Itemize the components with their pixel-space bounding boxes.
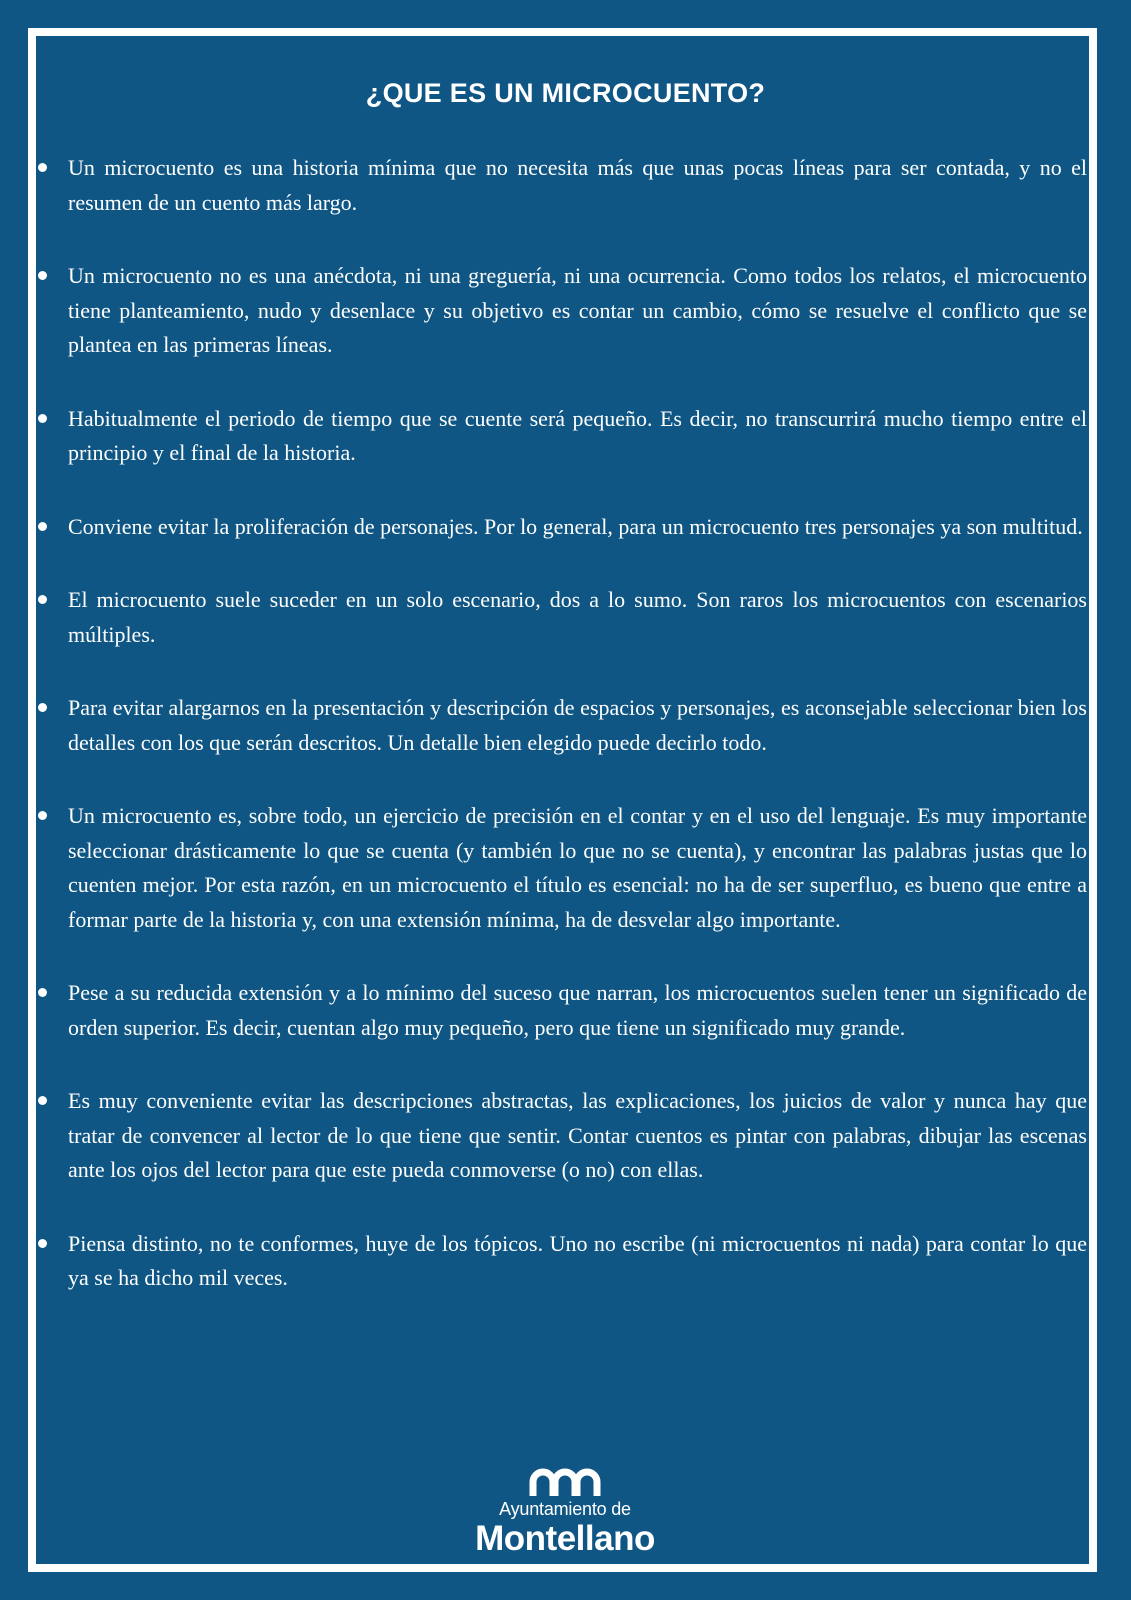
- bullet-icon: [38, 988, 47, 997]
- list-item: [68, 151, 1087, 220]
- bullet-icon: [38, 1239, 47, 1248]
- list-item: [68, 583, 1087, 652]
- list-item-text: Pese a su reducida extensión y a lo mínimo del suceso que narran, los microcuentos suelen tener un significado de orden superior. Es decir, cuentan algo muy pequeño, pero que tiene un significado muy grande.: [68, 980, 1087, 1040]
- arches-icon: [528, 1467, 602, 1497]
- list-item: [68, 259, 1087, 363]
- bullet-icon: [38, 522, 47, 531]
- list-item: [68, 1084, 1087, 1188]
- list-item-text: Un microcuento es una historia mínima que no necesita más que unas pocas líneas para ser contada, y no el resumen de un cuento más largo.: [68, 155, 1087, 215]
- list-item-text: Piensa distinto, no te conformes, huye de los tópicos. Uno no escribe (ni microcuentos ni nada) para contar lo que ya se ha dicho mil veces.: [68, 1230, 1087, 1290]
- bullet-icon: [38, 271, 47, 280]
- list-item-text: Conviene evitar la proliferación de personajes. Por lo general, para un microcuento tres personajes ya son multitud.: [68, 513, 1083, 539]
- bullet-icon: [38, 414, 47, 423]
- list-item-text: Para evitar alargarnos en la presentación y descripción de espacios y personajes, es aconsejable seleccionar bien los detalles con los que serán descritos. Un detalle bien elegido puede decirlo todo.: [68, 695, 1087, 755]
- bullet-icon: [38, 595, 47, 604]
- bullet-icon: [38, 1096, 47, 1105]
- list-item-text: Un microcuento no es una anécdota, ni una greguería, ni una ocurrencia. Como todos los relatos, el microcuento tiene planteamiento, nudo y desenlace y su objetivo es contar un cambio, cómo se resuelve el conflicto que se plantea en las primeras líneas.: [68, 263, 1087, 357]
- list-item: [68, 510, 1087, 545]
- bullet-icon: [38, 703, 47, 712]
- list-item: [68, 976, 1087, 1045]
- page-title: ¿QUE ES UN MICROCUENTO?: [365, 78, 766, 108]
- list-item-text: Es muy conveniente evitar las descripciones abstractas, las explicaciones, los juicios de valor y nunca hay que tratar de convencer al lector de lo que tiene que sentir. Contar cuentos es pintar con palabras, dibujar las escenas ante los ojos del lector para que este pueda conmoverse (o no) con ellas.: [68, 1088, 1087, 1182]
- list-item: [68, 691, 1087, 760]
- logo-subtitle: Ayuntamiento de: [499, 1499, 631, 1519]
- list-item: [68, 1227, 1087, 1296]
- list-item-text: El microcuento suele suceder en un solo escenario, dos a lo sumo. Son raros los microcuentos con escenarios múltiples.: [68, 587, 1087, 647]
- list-item: [68, 799, 1087, 937]
- logo-title: Montellano: [475, 1519, 655, 1558]
- bullet-icon: [38, 163, 47, 172]
- list-item-text: Un microcuento es, sobre todo, un ejercicio de precisión en el contar y en el uso del lenguaje. Es muy importante seleccionar drásticamente lo que se cuenta (y también lo que no se cuenta), y encontrar las palabras justas que lo cuenten mejor. Por esta razón, en un microcuento el título es esencial: no ha de ser superfluo, es bueno que entre a formar parte de la historia y, con una extensión mínima, ha de desvelar algo importante.: [68, 803, 1087, 932]
- ayuntamiento-logo: [455, 1467, 675, 1567]
- bullet-icon: [38, 811, 47, 820]
- bullet-list: [68, 151, 1087, 1335]
- list-item: [68, 402, 1087, 471]
- list-item-text: Habitualmente el periodo de tiempo que se cuente será pequeño. Es decir, no transcurrirá mucho tiempo entre el principio y el final de la historia.: [68, 405, 1087, 465]
